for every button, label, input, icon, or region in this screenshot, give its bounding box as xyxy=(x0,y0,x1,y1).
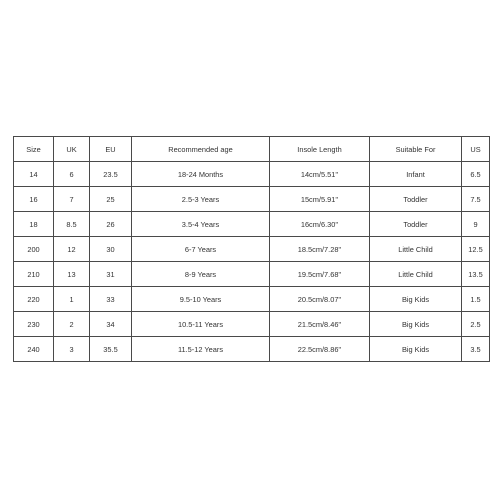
cell-uk: 13 xyxy=(54,262,90,287)
cell-insole-length: 21.5cm/8.46'' xyxy=(270,312,370,337)
cell-us: 2.5 xyxy=(462,312,490,337)
cell-recommended-age: 9.5-10 Years xyxy=(132,287,270,312)
cell-recommended-age: 10.5-11 Years xyxy=(132,312,270,337)
cell-recommended-age: 3.5-4 Years xyxy=(132,212,270,237)
cell-eu: 30 xyxy=(90,237,132,262)
table-row xyxy=(14,287,490,312)
cell-eu: 35.5 xyxy=(90,337,132,362)
cell-insole-length: 16cm/6.30'' xyxy=(270,212,370,237)
table-row xyxy=(14,162,490,187)
cell-recommended-age: 18-24 Months xyxy=(132,162,270,187)
cell-insole-length: 14cm/5.51'' xyxy=(270,162,370,187)
table-row xyxy=(14,312,490,337)
cell-eu: 31 xyxy=(90,262,132,287)
header-recommended-age: Recommended age xyxy=(132,137,270,162)
cell-recommended-age: 11.5-12 Years xyxy=(132,337,270,362)
cell-size: 16 xyxy=(14,187,54,212)
table-row xyxy=(14,262,490,287)
cell-size: 230 xyxy=(14,312,54,337)
cell-uk: 8.5 xyxy=(54,212,90,237)
cell-insole-length: 22.5cm/8.86'' xyxy=(270,337,370,362)
cell-uk: 2 xyxy=(54,312,90,337)
cell-insole-length: 15cm/5.91'' xyxy=(270,187,370,212)
cell-insole-length: 18.5cm/7.28'' xyxy=(270,237,370,262)
cell-size: 14 xyxy=(14,162,54,187)
header-eu: EU xyxy=(90,137,132,162)
cell-uk: 3 xyxy=(54,337,90,362)
cell-insole-length: 19.5cm/7.68'' xyxy=(270,262,370,287)
size-chart-table xyxy=(13,136,490,362)
header-suitable-for: Suitable For xyxy=(370,137,462,162)
cell-eu: 26 xyxy=(90,212,132,237)
cell-uk: 1 xyxy=(54,287,90,312)
cell-us: 6.5 xyxy=(462,162,490,187)
cell-suitable-for: Big Kids xyxy=(370,337,462,362)
cell-size: 18 xyxy=(14,212,54,237)
cell-recommended-age: 6-7 Years xyxy=(132,237,270,262)
cell-recommended-age: 2.5-3 Years xyxy=(132,187,270,212)
cell-eu: 33 xyxy=(90,287,132,312)
table-row xyxy=(14,187,490,212)
cell-uk: 6 xyxy=(54,162,90,187)
cell-insole-length: 20.5cm/8.07'' xyxy=(270,287,370,312)
cell-size: 210 xyxy=(14,262,54,287)
cell-suitable-for: Big Kids xyxy=(370,287,462,312)
header-size: Size xyxy=(14,137,54,162)
table-header-row xyxy=(14,137,490,162)
cell-us: 9 xyxy=(462,212,490,237)
cell-size: 240 xyxy=(14,337,54,362)
cell-eu: 34 xyxy=(90,312,132,337)
cell-size: 200 xyxy=(14,237,54,262)
table-row xyxy=(14,212,490,237)
header-insole-length: Insole Length xyxy=(270,137,370,162)
cell-suitable-for: Toddler xyxy=(370,187,462,212)
cell-uk: 12 xyxy=(54,237,90,262)
cell-us: 13.5 xyxy=(462,262,490,287)
cell-uk: 7 xyxy=(54,187,90,212)
cell-suitable-for: Little Child xyxy=(370,237,462,262)
cell-eu: 25 xyxy=(90,187,132,212)
header-us: US xyxy=(462,137,490,162)
cell-suitable-for: Infant xyxy=(370,162,462,187)
table-row xyxy=(14,337,490,362)
cell-eu: 23.5 xyxy=(90,162,132,187)
cell-us: 7.5 xyxy=(462,187,490,212)
cell-suitable-for: Toddler xyxy=(370,212,462,237)
cell-size: 220 xyxy=(14,287,54,312)
cell-suitable-for: Little Child xyxy=(370,262,462,287)
table-row xyxy=(14,237,490,262)
cell-suitable-for: Big Kids xyxy=(370,312,462,337)
cell-us: 1.5 xyxy=(462,287,490,312)
cell-us: 3.5 xyxy=(462,337,490,362)
cell-recommended-age: 8-9 Years xyxy=(132,262,270,287)
header-uk: UK xyxy=(54,137,90,162)
cell-us: 12.5 xyxy=(462,237,490,262)
